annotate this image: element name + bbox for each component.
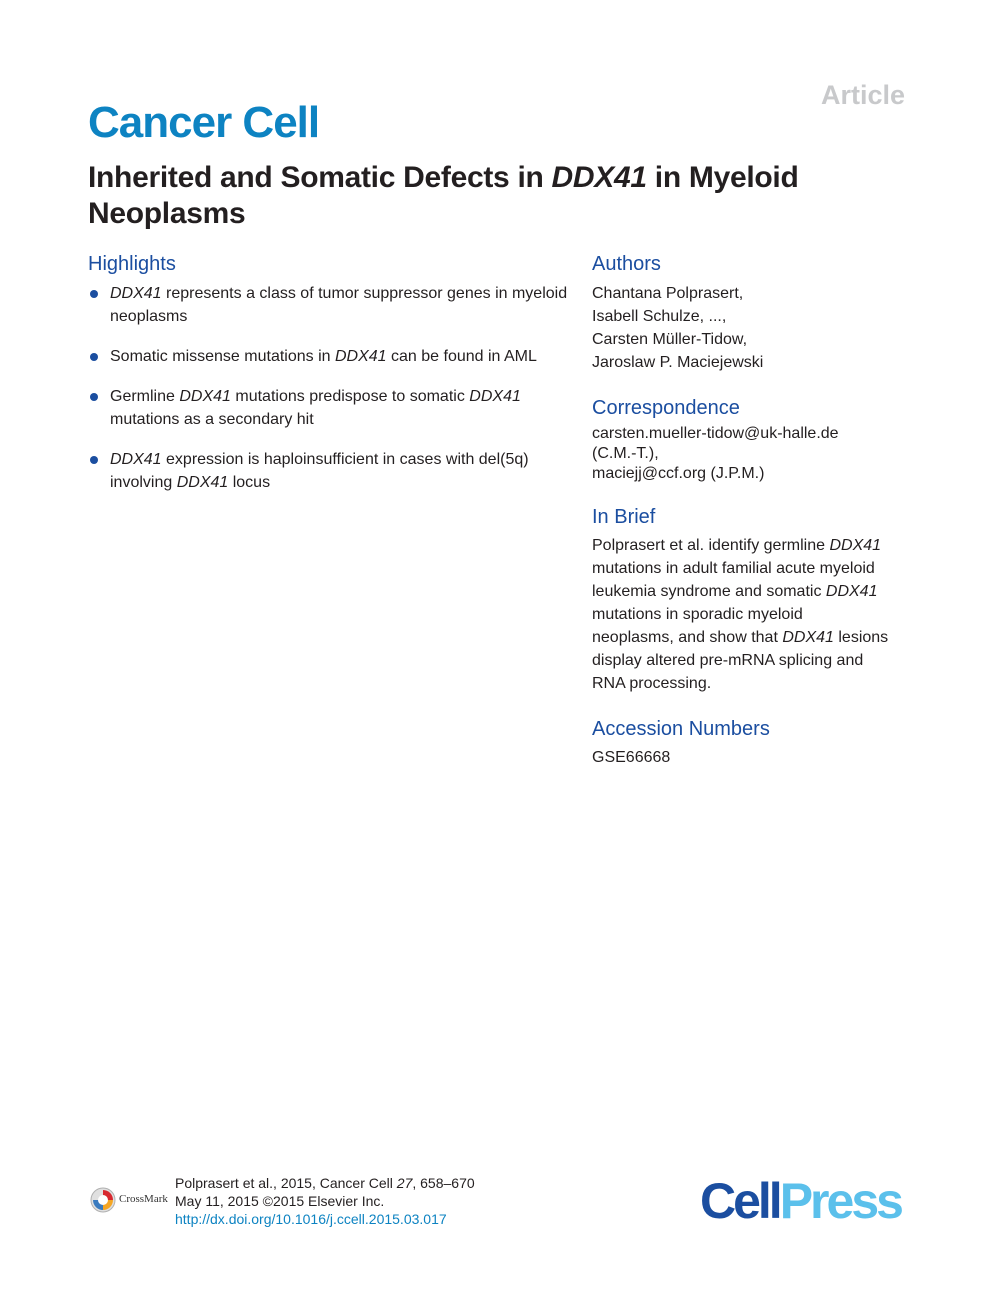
highlight-item: Somatic missense mutations in DDX41 can be found in AML <box>88 345 568 368</box>
in-brief-line: mutations in sporadic myeloid <box>592 606 803 623</box>
in-brief-text <box>592 534 932 695</box>
highlights-list <box>88 282 568 511</box>
paper-title: Inherited and Somatic Defects in DDX41 in Myeloid Neoplasms <box>88 161 799 230</box>
bullet-icon <box>90 456 98 464</box>
in-brief-line: RNA processing. <box>592 675 712 692</box>
article-type-label: Article <box>820 80 905 110</box>
in-brief-line: display altered pre-mRNA splicing and <box>592 652 864 669</box>
correspondence-email[interactable]: maciejj@ccf.org (J.P.M.) <box>592 465 765 482</box>
bullet-icon <box>90 393 98 401</box>
highlight-item: DDX41 expression is haploinsufficient in cases with del(5q) involving DDX41 locus <box>88 448 568 494</box>
author-name[interactable]: Isabell Schulze, ..., <box>592 308 727 325</box>
in-brief-heading: In Brief <box>592 506 656 528</box>
doi-link[interactable]: http://dx.doi.org/10.1016/j.ccell.2015.03.017 <box>175 1211 447 1227</box>
date-line: May 11, 2015 ©2015 Elsevier Inc. <box>175 1193 385 1209</box>
author-name[interactable]: Jaroslaw P. Maciejewski <box>592 354 764 371</box>
crossmark-label: CrossMark <box>119 1193 168 1205</box>
highlight-item: DDX41 represents a class of tumor suppressor genes in myeloid neoplasms <box>88 282 568 328</box>
crossmark-icon <box>90 1187 116 1213</box>
journal-title: Cancer Cell <box>88 98 320 147</box>
bullet-icon <box>90 290 98 298</box>
in-brief-line: mutations in adult familial acute myeloid <box>592 560 875 577</box>
highlights-heading: Highlights <box>88 253 176 275</box>
cellpress-logo: CellPress <box>700 1173 901 1229</box>
authors-list <box>592 282 922 374</box>
bullet-icon <box>90 353 98 361</box>
authors-heading: Authors <box>592 253 661 275</box>
crossmark-logo[interactable] <box>90 1186 174 1214</box>
correspondence-heading: Correspondence <box>592 397 740 419</box>
correspondence-block <box>592 424 922 484</box>
in-brief-line: neoplasms, and show that DDX41 lesions <box>592 629 889 646</box>
citation-block <box>175 1174 475 1228</box>
author-name[interactable]: Chantana Polprasert, <box>592 285 744 302</box>
citation-line: Polprasert et al., 2015, Cancer Cell 27, 658–670 <box>175 1175 475 1191</box>
correspondence-email[interactable]: carsten.mueller-tidow@uk-halle.de <box>592 425 839 442</box>
in-brief-line: Polprasert et al. identify germline DDX41 <box>592 537 882 554</box>
accession-number[interactable]: GSE66668 <box>592 749 671 766</box>
in-brief-line: leukemia syndrome and somatic DDX41 <box>592 583 878 600</box>
correspondence-initials: (C.M.-T.), <box>592 445 659 462</box>
accession-heading: Accession Numbers <box>592 718 770 740</box>
author-name[interactable]: Carsten Müller-Tidow, <box>592 331 748 348</box>
highlight-item: Germline DDX41 mutations predispose to somatic DDX41 mutations as a secondary hit <box>88 385 568 431</box>
